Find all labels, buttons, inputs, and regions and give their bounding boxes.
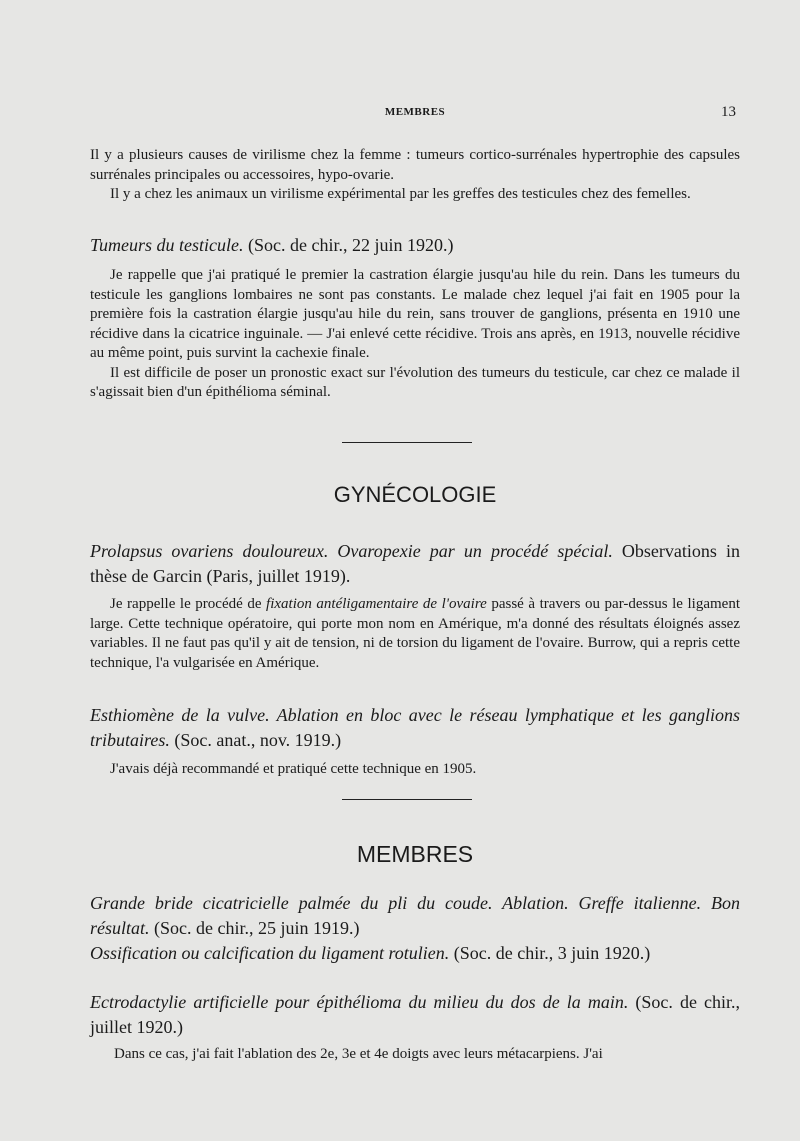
entry-title: Ossification ou calcification du ligament rotulien. <box>90 943 450 963</box>
entry-reference: (Soc. anat., nov. 1919.) <box>169 730 342 750</box>
entry-reference: Observations in thèse de Garcin (Paris, juillet 1919). <box>90 541 740 586</box>
running-title: MEMBRES <box>384 106 446 118</box>
testicule-paragraph-2: Il est difficile de poser un pronostic exact sur l'évolution des tumeurs du testicule, car chez ce malade il s'agissait bien d'un épithélioma séminal. <box>90 364 740 400</box>
testicule-body <box>90 266 740 403</box>
intro-block <box>90 146 740 205</box>
closing-paragraph: Dans ce cas, j'ai fait l'ablation des 2e, 3e et 4e doigts avec leurs métacarpiens. J'ai <box>114 1046 603 1062</box>
entry-bride-cicatricielle <box>90 891 740 941</box>
esthiomene-paragraph: J'avais déjà recommandé et pratiqué cette technique en 1905. <box>110 761 477 777</box>
testicule-paragraph-1: Je rappelle que j'ai pratiqué le premier la castration élargie jusqu'au hile du rein. Dans les tumeurs du testicule les ganglions lombaires ne sont pas constants. Le malade chez lequel j'ai fait en 1905 pour la première fois la castration élargie jusqu'au hile du rein, sans trouver de ganglions, présenta en 1910 une récidive dans la cicatrice inguinale. — J'ai enlevé cette récidive. Trois ans après, en 1913, nouvelle récidive au même point, puis survint la cachexie finale. <box>90 267 740 361</box>
section-divider <box>342 442 472 443</box>
section-title-gynecologie: GYNÉCOLOGIE <box>333 482 497 507</box>
entry-title: Tumeurs du testicule. <box>90 235 244 255</box>
entry-reference: (Soc. de chir., 22 juin 1920.) <box>243 235 454 255</box>
intro-paragraph-1: Il y a plusieurs causes de virilisme chez la femme : tumeurs cortico-surrénales hypertrophie des capsules surrénales principales ou accessoires, hypo-ovarie. <box>90 147 740 183</box>
running-header <box>90 106 740 126</box>
entry-reference: (Soc. de chir., juillet 1920.) <box>90 992 740 1037</box>
entry-reference: (Soc. de chir., 25 juin 1919.) <box>149 918 360 938</box>
section-title-membres: MEMBRES <box>356 841 474 867</box>
entry-ossification <box>90 941 740 966</box>
emphasis: fixation antéligamentaire de l'ovaire <box>266 596 487 612</box>
section-divider <box>342 799 472 800</box>
entry-title: Ectrodactylie artificielle pour épithélioma du milieu du dos de la main. <box>90 992 629 1012</box>
entry-title: Prolapsus ovariens douloureux. Ovaropexie par un procédé spécial. <box>90 541 613 561</box>
entry-prolapsus <box>90 539 740 589</box>
entry-reference: (Soc. de chir., 3 juin 1920.) <box>449 943 651 963</box>
entry-ectrodactylie <box>90 990 740 1040</box>
page-number: 13 <box>721 104 736 120</box>
prolapsus-paragraph: Je rappelle le procédé de fixation antéligamentaire de l'ovaire passé à travers ou par-dessus le ligament large. Cette technique opératoire, qui porte mon nom en Amérique, m'a donné des résultats éloignés assez variables. Il ne faut pas qu'il y ait de tension, ni de torsion du ligament de l'ovaire. Burrow, qui a repris cette technique, l'a vulgarisée en Amérique. <box>90 596 740 671</box>
entry-title: Esthiomène de la vulve. Ablation en bloc avec le réseau lymphatique et les ganglions tributaires. <box>90 705 740 750</box>
entry-title: Grande bride cicatricielle palmée du pli du coude. Ablation. Greffe italienne. Bon résultat. <box>90 893 740 938</box>
entry-esthiomene <box>90 703 740 753</box>
entry-testicule <box>90 233 740 258</box>
intro-paragraph-2: Il y a chez les animaux un virilisme expérimental par les greffes des testicules chez des femelles. <box>110 186 691 202</box>
